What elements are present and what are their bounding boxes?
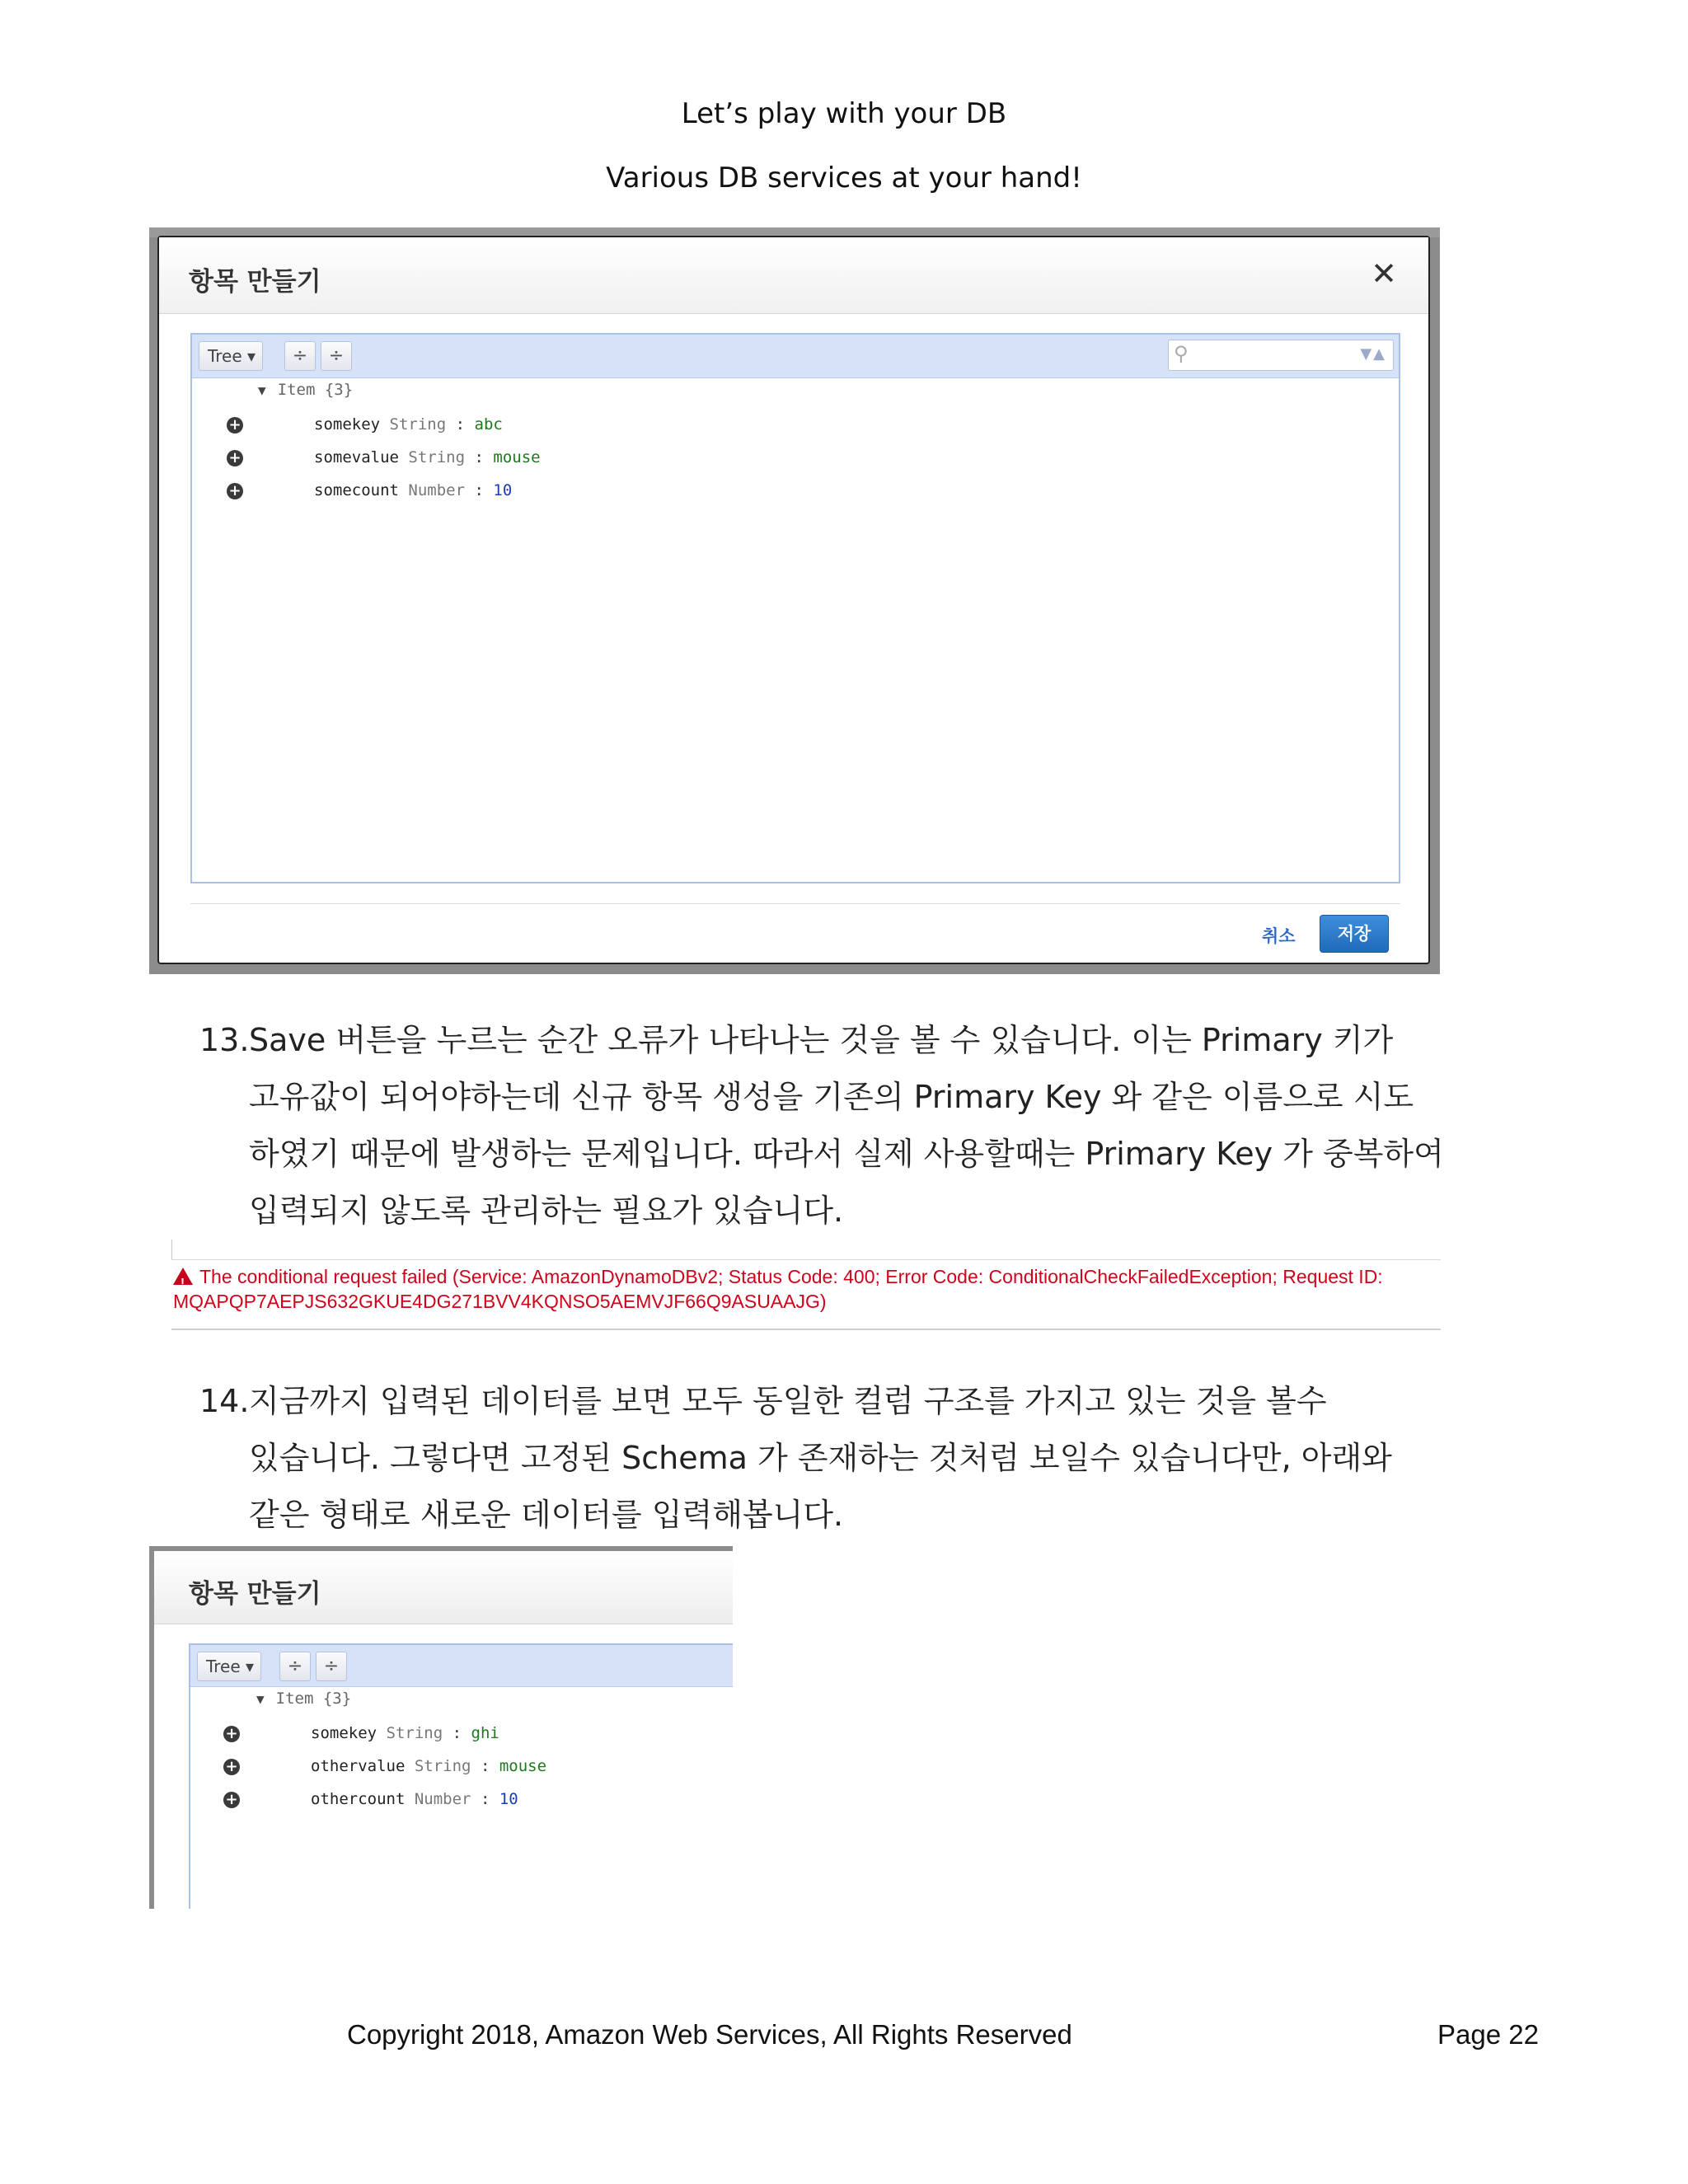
close-icon[interactable]: ✕ xyxy=(1371,255,1397,292)
screenshot-create-item-dialog-2 xyxy=(149,1546,733,1909)
add-field-icon[interactable]: + xyxy=(227,417,243,434)
field-name: somekey xyxy=(311,1724,377,1742)
step-14-line: 지금까지 입력된 데이터를 보면 모두 동일한 컬럼 구조를 가지고 있는 것을 볼수 xyxy=(249,1383,1327,1419)
root-label: Item {3} xyxy=(275,1690,352,1708)
add-field-icon[interactable]: + xyxy=(223,1726,240,1742)
cancel-button[interactable]: 취소 xyxy=(1262,926,1296,946)
tree-root-item[interactable] xyxy=(256,1690,351,1708)
warning-icon: ! xyxy=(173,1268,193,1285)
field-type: Number xyxy=(414,1790,471,1808)
field-type: String xyxy=(389,415,447,434)
collapse-all-button[interactable]: ÷ xyxy=(321,341,352,371)
field-entry[interactable] xyxy=(311,1790,518,1808)
field-name: somekey xyxy=(314,415,381,434)
field-type: String xyxy=(386,1724,443,1742)
search-input[interactable] xyxy=(1168,340,1394,371)
field-entry[interactable] xyxy=(311,1724,499,1742)
field-separator: : xyxy=(452,1724,462,1742)
step-number: 14. xyxy=(199,1383,250,1419)
step-14-line: 같은 형태로 새로운 데이터를 입력해봅니다. xyxy=(249,1497,844,1533)
expand-triangle-icon[interactable]: ▼ xyxy=(258,382,266,398)
screenshot-create-item-dialog xyxy=(149,227,1440,974)
header-line-2: Various DB services at your hand! xyxy=(606,162,1082,194)
add-field-icon[interactable]: + xyxy=(227,483,243,499)
save-button[interactable]: 저장 xyxy=(1320,915,1389,953)
editor-toolbar xyxy=(192,335,1399,378)
field-entry[interactable] xyxy=(314,481,512,499)
step-14-line: 있습니다. 그렇다면 고정된 Schema 가 존재하는 것처럼 보일수 있습니다만, 아래와 xyxy=(249,1440,1392,1476)
field-name: somecount xyxy=(314,481,399,499)
error-line-1: The conditional request failed (Service: AmazonDynamoDBv2; Status Code: 400; Error Code: ConditionalCheckFailedException; Request ID: xyxy=(199,1266,1383,1287)
header-line-1: Let’s play with your DB xyxy=(681,97,1007,130)
field-separator: : xyxy=(474,448,484,466)
field-value: mouse xyxy=(499,1757,547,1775)
dialog-title: 항목 만들기 xyxy=(189,1579,321,1609)
field-separator: : xyxy=(480,1757,490,1775)
step-13-line: 고유값이 되어야하는데 신규 항목 생성을 기존의 Primary Key 와 같은 이름으로 시도 xyxy=(249,1079,1414,1115)
field-value: ghi xyxy=(471,1724,499,1742)
error-message-box xyxy=(171,1240,1441,1330)
field-separator: : xyxy=(474,481,484,499)
step-13-line: Save 버튼을 누르는 순간 오류가 나타나는 것을 볼 수 있습니다. 이는 Primary 키가 xyxy=(249,1022,1394,1058)
field-name: othercount xyxy=(311,1790,406,1808)
json-tree-editor xyxy=(189,1643,733,1909)
dialog-header xyxy=(159,237,1428,314)
footer-page-number: Page 22 xyxy=(1437,2019,1539,2050)
field-type: String xyxy=(408,448,466,466)
footer-divider xyxy=(190,903,1400,904)
json-tree-editor xyxy=(190,333,1400,883)
field-entry[interactable] xyxy=(311,1757,546,1775)
step-number: 13. xyxy=(199,1022,250,1058)
expand-triangle-icon[interactable]: ▼ xyxy=(256,1691,265,1707)
create-item-dialog xyxy=(157,236,1430,964)
field-name: somevalue xyxy=(314,448,399,466)
step-13-line: 하였기 때문에 발생하는 문제입니다. 따라서 실제 사용할때는 Primary Key 가 중복하여 xyxy=(249,1136,1444,1172)
divider xyxy=(171,1259,1441,1260)
root-label: Item {3} xyxy=(277,381,354,399)
add-field-icon[interactable]: + xyxy=(223,1792,240,1808)
field-entry[interactable] xyxy=(314,448,541,466)
step-13-line: 입력되지 않도록 관리하는 필요가 있습니다. xyxy=(249,1193,844,1229)
error-line-2: MQAPQP7AEPJS632GKUE4DG271BVV4KQNSO5AEMVJF66Q9ASUAAJG) xyxy=(173,1291,827,1312)
field-value: mouse xyxy=(493,448,541,466)
field-value: abc xyxy=(474,415,503,434)
search-nav-arrows-icon[interactable]: ▼▲ xyxy=(1360,345,1386,363)
dialog-title: 항목 만들기 xyxy=(189,267,321,297)
search-icon: ⚲ xyxy=(1174,342,1189,365)
divider xyxy=(171,1329,1441,1330)
collapse-all-button[interactable]: ÷ xyxy=(316,1652,347,1681)
field-separator: : xyxy=(480,1790,490,1808)
field-entry[interactable] xyxy=(314,415,503,434)
tree-mode-dropdown[interactable]: Tree ▾ xyxy=(199,341,263,371)
divider xyxy=(171,1240,172,1259)
editor-toolbar xyxy=(190,1645,733,1687)
add-field-icon[interactable]: + xyxy=(223,1759,240,1775)
expand-all-button[interactable]: ÷ xyxy=(284,341,316,371)
expand-all-button[interactable]: ÷ xyxy=(279,1652,311,1681)
field-type: String xyxy=(414,1757,471,1775)
field-name: othervalue xyxy=(311,1757,406,1775)
footer-copyright: Copyright 2018, Amazon Web Services, All Rights Reserved xyxy=(347,2019,1072,2050)
field-separator: : xyxy=(455,415,466,434)
tree-root-item[interactable] xyxy=(258,381,353,399)
field-value: 10 xyxy=(493,481,513,499)
add-field-icon[interactable]: + xyxy=(227,450,243,466)
field-type: Number xyxy=(408,481,466,499)
error-text xyxy=(173,1264,1442,1314)
field-value: 10 xyxy=(499,1790,518,1808)
tree-mode-dropdown[interactable]: Tree ▾ xyxy=(197,1652,261,1681)
